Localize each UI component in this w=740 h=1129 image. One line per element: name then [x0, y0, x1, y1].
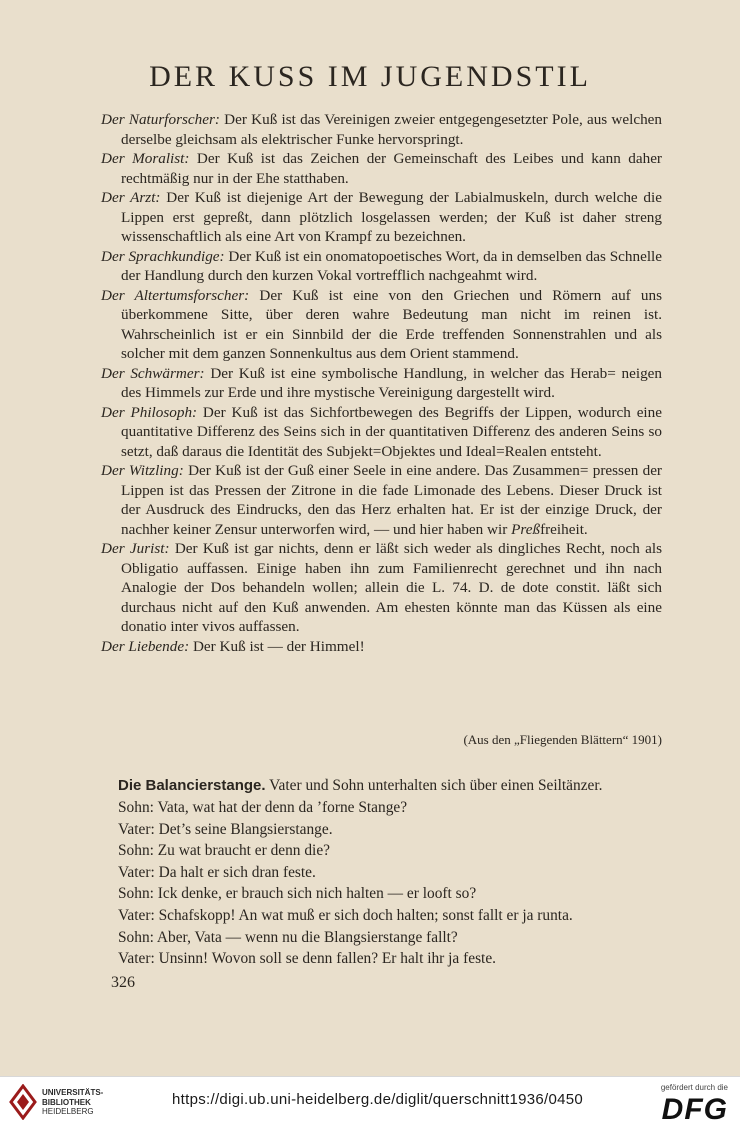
definition-entry [101, 364, 662, 403]
entry-text: Der Kuß ist — der Himmel! [189, 637, 365, 655]
entry-speaker: Der Naturforscher: [101, 111, 220, 128]
entry-speaker: Der Witzling: [101, 462, 184, 479]
dialogue-line: Vater: Unsinn! Wovon soll se denn fallen? Er halt ihr ja feste. [118, 950, 497, 968]
entry-speaker: Der Altertumsforscher: [101, 286, 250, 304]
section-intro-text: Vater und Sohn unterhalten sich über einen Seiltänzer. [265, 777, 603, 794]
balancierstange-section [118, 775, 666, 970]
entry-text-tail: freiheit. [540, 520, 588, 538]
section-heading: Die Balancierstange. [118, 777, 266, 794]
library-name-line: BIBLIOTHEK [42, 1097, 91, 1107]
entry-text: Der Kuß ist eine von den Griechen und Römern auf uns überkommene Sitte, über deren wahre Bedeutung man nicht im reinen ist. Wahrscheinlich ist er ein Sinnbild der die Erde treffenden Sonnenstrahlen und als solcher mit dem ganzen Sonnenkultus aus dem Orient stammend. [121, 286, 662, 362]
dfg-logo: DFG [661, 1093, 728, 1126]
entry-speaker: Der Sprachkundige: [101, 247, 225, 265]
entry-text: Der Kuß ist diejenige Art der Bewegung der Labialmuskeln, durch welche die Lippen erst gepreßt, dann plötzlich losgelassen werden; der Kuß ist daher streng wissenschaftlich als eine Art von Krampf zu bezeichnen. [121, 189, 662, 245]
funding-label: gefördert durch die [660, 1083, 728, 1092]
definition-entry [101, 461, 662, 539]
permalink-url[interactable]: https://digi.ub.uni-heidelberg.de/diglit/querschnitt1936/0450 [172, 1091, 584, 1108]
dialogue-line: Sohn: Aber, Vata — wenn nu die Blangsierstange fallt? [118, 928, 458, 946]
library-name-line: HEIDELBERG [42, 1107, 94, 1116]
entry-speaker: Der Arzt: [101, 189, 161, 206]
dialogue-line: Sohn: Zu wat braucht er denn die? [118, 842, 330, 860]
dialogue-line: Sohn: Vata, wat hat der denn da ’forne Stange? [118, 799, 408, 816]
entry-speaker: Der Moralist: [101, 150, 190, 167]
entry-text: Der Kuß ist der Guß einer Seele in eine andere. Das Zusammen= pressen der Lippen ist das Pressen der Zitrone in die fade Limonade des Lebens. Dieser Druck ist der Ausdruck des Eindrucks, den das Herz erhalten hat. Er ist der einzige Druck, der nachher keiner Zensur unterworfen wird, — und hier haben wir [121, 462, 662, 538]
library-name [42, 1088, 103, 1117]
definition-entry [101, 286, 662, 364]
entry-text: Der Kuß ist eine symbolische Handlung, in welcher das Herab= neigen des Himmels zur Erde und ihre mystische Vereinigung dargestellt wird. [121, 364, 663, 401]
definition-entry [101, 110, 662, 149]
entry-text: Der Kuß ist das Sichfortbewegen des Begriffs der Lippen, wodurch eine quantitative Differenz des Seins sich in der quantitativen Differenz des anderen Seins so setzt, daß daraus die Identität des Subjekt=Objektes und Ideal=Realen entsteht. [121, 403, 662, 460]
definition-entry [101, 403, 662, 462]
definition-entry [101, 539, 662, 637]
library-name-line: UNIVERSITÄTS- [42, 1088, 104, 1097]
kiss-definitions [101, 110, 662, 656]
entry-speaker: Der Schwärmer: [101, 364, 205, 382]
dialogue-line: Sohn: Ick denke, er brauch sich nich halten — er looft so? [118, 885, 477, 903]
page-title: DER KUSS IM JUGENDSTIL [149, 60, 591, 93]
section-intro [118, 775, 666, 797]
entry-text: Der Kuß ist das Vereinigen zweier entgegengesetzter Pole, aus welchen derselbe gleichsam als elektrischer Funke hervorspringt. [121, 111, 663, 148]
source-citation: (Aus den „Fliegenden Blättern“ 1901) [463, 732, 662, 747]
definition-entry [101, 188, 662, 247]
definition-entry [101, 247, 662, 286]
definition-entry [101, 149, 662, 188]
entry-text: Der Kuß ist das Zeichen der Gemeinschaft des Leibes und kann daher rechtmäßig nur in der Ehe statthaben. [121, 150, 662, 187]
entry-text: Der Kuß ist ein onomatopoetisches Wort, da in demselben das Schnelle der Handlung durch den kurzen Vokal vortrefflich nachgeahmt wird. [121, 247, 663, 284]
dialogue-line: Vater: Da halt er sich dran feste. [118, 863, 316, 881]
entry-speaker: Der Jurist: [101, 540, 170, 557]
entry-speaker: Der Philosoph: [101, 403, 198, 421]
viewer-footer [0, 1076, 740, 1129]
entry-text: Der Kuß ist gar nichts, denn er läßt sich weder als dingliches Recht, noch als Obligatio auffassen. Einige haben ihn zum Familienrecht gerechnet und ihn nach Analogie der Dos behandeln wollen; allein die L. 74. D. de dote constit. läßt sich durchaus nicht auf den Kuß anwenden. Am ehesten könnte man das Küssen als eine donatio inter vivos auffassen. [121, 540, 662, 635]
university-library-logo-icon [8, 1084, 38, 1125]
dialogue-line: Vater: Schafskopp! An wat muß er sich doch halten; sonst fallt er ja runta. [118, 906, 573, 924]
dialogue-line: Vater: Det’s seine Blangsierstange. [118, 820, 333, 838]
entry-emphasis: Preß [511, 520, 541, 538]
definition-entry [101, 637, 662, 657]
entry-speaker: Der Liebende: [101, 637, 190, 655]
page-number: 326 [111, 974, 135, 991]
